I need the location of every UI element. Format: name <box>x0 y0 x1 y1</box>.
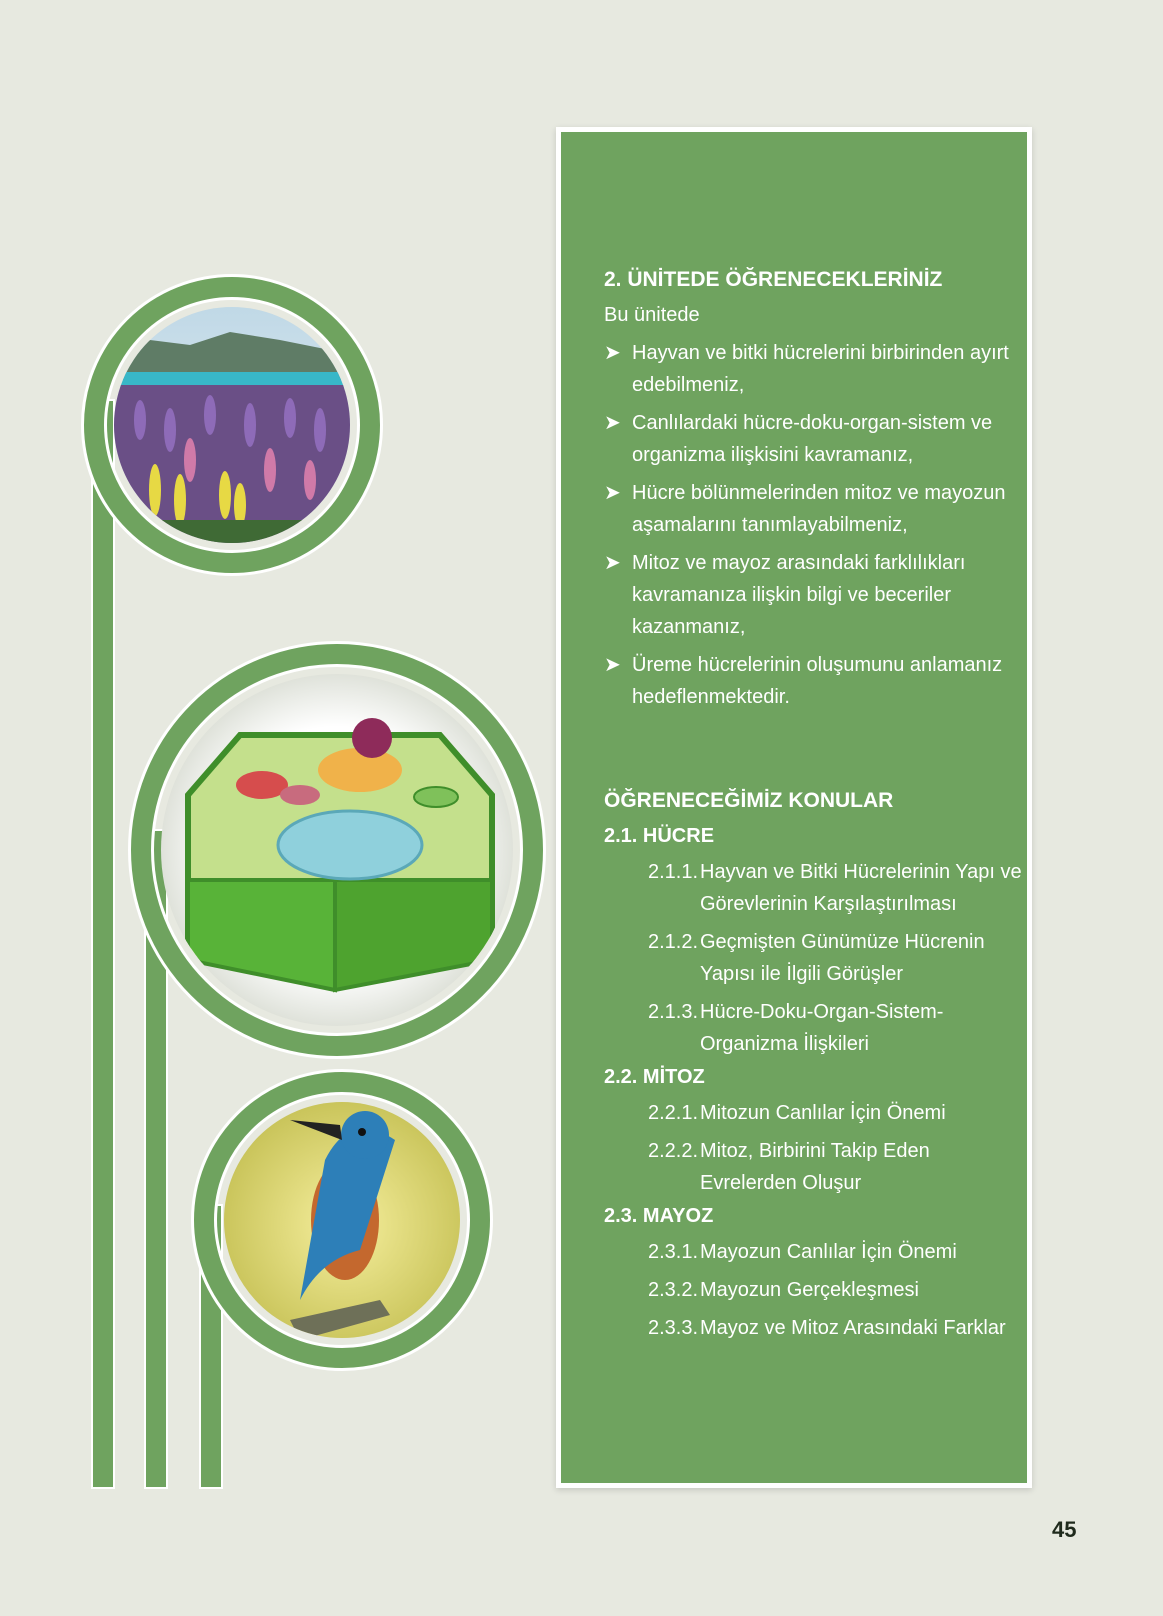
arrow-bullet-icon: ➤ <box>604 482 621 504</box>
topic-number: 2.1.1. <box>648 861 699 883</box>
section-title-mitosis: 2.2. MİTOZ <box>604 1066 705 1088</box>
topic-title: Hayvan ve Bitki Hücrelerinin Yapı ve Görevlerinin Karşılaştırılması <box>700 861 1022 915</box>
intro-text: Bu ünitede <box>604 304 700 326</box>
bird-ring <box>204 1082 480 1358</box>
flower-ring <box>94 287 370 563</box>
topic-title: Mayozun Gerçekleşmesi <box>700 1279 919 1301</box>
section-title-meiosis: 2.3. MAYOZ <box>604 1205 714 1227</box>
panel-content <box>604 268 1024 1350</box>
goal-text: Üreme hücrelerinin oluşumunu anlamanız hedeflenmektedir. <box>632 654 1003 708</box>
topic-item <box>604 856 1024 920</box>
goal-item <box>604 649 1024 713</box>
topic-number: 2.1.2. <box>648 931 699 953</box>
topic-number: 2.3.1. <box>648 1241 699 1263</box>
topic-title: Geçmişten Günümüze Hücrenin Yapısı ile İlgili Görüşler <box>700 931 985 985</box>
goal-text: Canlılardaki hücre-doku-organ-sistem ve organizma ilişkisini kavramanız, <box>632 412 993 466</box>
goal-text: Mitoz ve mayoz arasındaki farklılıkları kavramanıza ilişkin bilgi ve beceriler kazanmanız, <box>632 552 966 638</box>
goal-item <box>604 407 1024 471</box>
topic-item <box>604 926 1024 990</box>
topic-number: 2.2.2. <box>648 1140 699 1162</box>
topic-number: 2.3.2. <box>648 1279 699 1301</box>
topic-title: Mayozun Canlılar İçin Önemi <box>700 1241 957 1263</box>
arrow-bullet-icon: ➤ <box>604 412 621 434</box>
goal-item <box>604 547 1024 643</box>
topic-item <box>604 1236 1024 1268</box>
arrow-bullet-icon: ➤ <box>604 342 621 364</box>
goal-text: Hayvan ve bitki hücrelerini birbirinden ayırt edebilmeniz, <box>632 342 1009 396</box>
arrow-bullet-icon: ➤ <box>604 552 621 574</box>
topic-title: Hücre-Doku-Organ-Sistem-Organizma İlişkileri <box>700 1001 944 1055</box>
topic-number: 2.1.3. <box>648 1001 699 1023</box>
goal-text: Hücre bölünmelerinden mitoz ve mayozun aşamalarını tanımlayabilmeniz, <box>632 482 1006 536</box>
topics-heading: ÖĞRENECEĞİMİZ KONULAR <box>604 789 894 812</box>
topic-title: Mayoz ve Mitoz Arasındaki Farklar <box>700 1317 1006 1339</box>
section-title-cell: 2.1. HÜCRE <box>604 825 715 847</box>
goal-item <box>604 477 1024 541</box>
goal-item <box>604 337 1024 401</box>
unit-heading: 2. ÜNİTEDE ÖĞRENECEKLERİNİZ <box>604 268 943 291</box>
topic-item <box>604 996 1024 1060</box>
cell-ring <box>141 654 533 1046</box>
page-number: 45 <box>1052 1517 1077 1542</box>
topic-item <box>604 1097 1024 1129</box>
learning-outcomes-panel <box>556 127 1032 1488</box>
plant-cell-image <box>188 718 492 990</box>
topic-number: 2.3.3. <box>648 1317 699 1339</box>
topic-number: 2.2.1. <box>648 1102 699 1124</box>
topic-title: Mitozun Canlılar İçin Önemi <box>700 1102 946 1124</box>
topic-title: Mitoz, Birbirini Takip Eden Evrelerden Oluşur <box>700 1140 930 1194</box>
arrow-bullet-icon: ➤ <box>604 654 621 676</box>
topic-item <box>604 1274 1024 1306</box>
topic-item <box>604 1312 1024 1344</box>
topic-item <box>604 1135 1024 1199</box>
